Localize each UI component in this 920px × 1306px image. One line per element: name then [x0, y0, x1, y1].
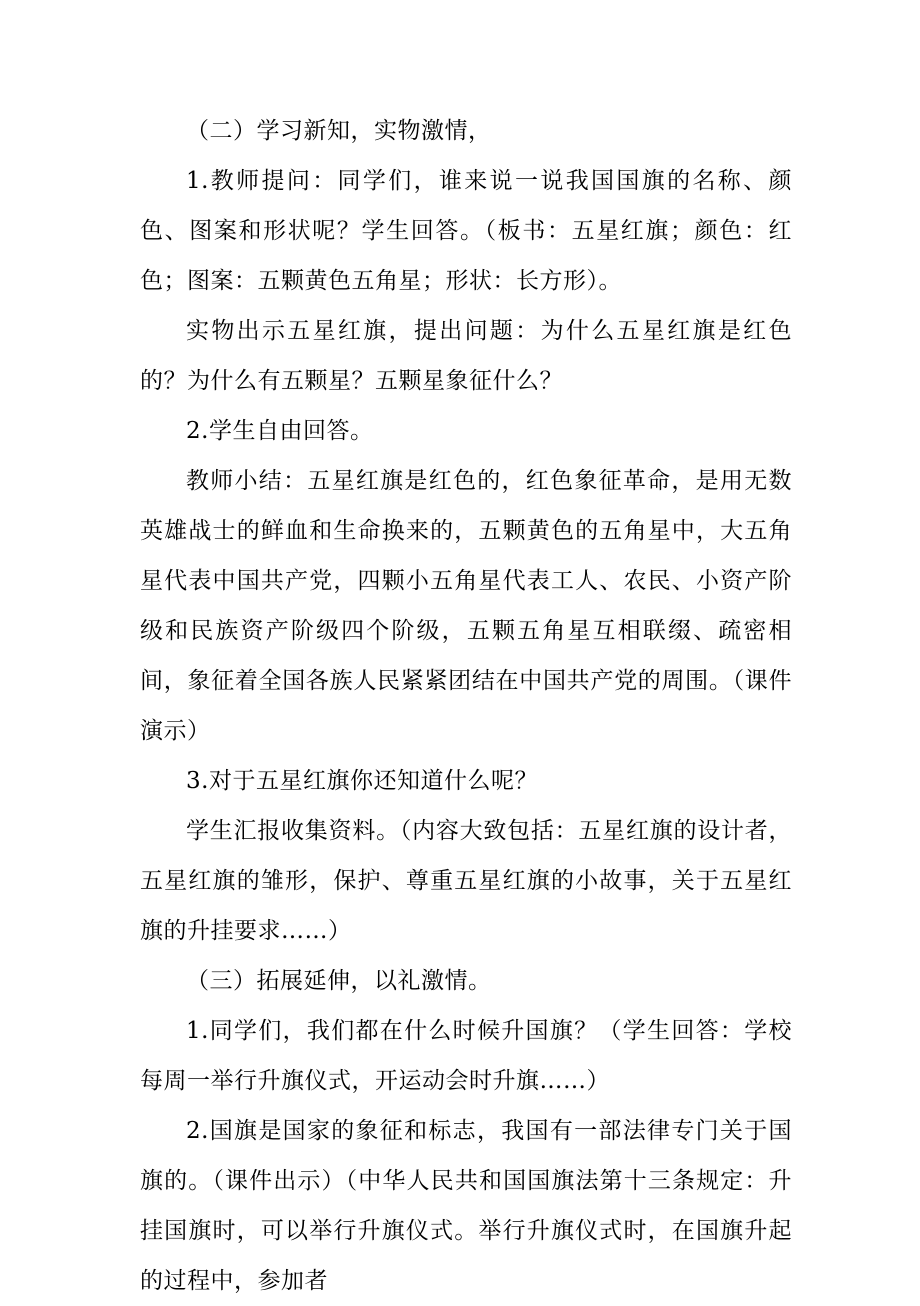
paragraph-teacher-summary: 教师小结：五星红旗是红色的，红色象征革命，是用无数英雄战士的鲜血和生命换来的，五颗黄色的五角星中，大五角星代表中国共产党，四颗小五角星代表工人、农民、小资产阶级和民族资产阶级四个阶级，五颗五角星互相联缀、疏密相间，象征着全国各族人民紧紧团结在中国共产党的周围。（课件演示） [140, 468, 792, 744]
section-heading-2: （二）学习新知，实物激情， [186, 118, 492, 144]
paragraph-student-answer: 2.学生自由回答。 [186, 418, 374, 444]
paragraph-flag-raising-time: 1.同学们，我们都在什么时候升国旗？（学生回答：学校每周一举行升旗仪式，开运动会时升旗……） [140, 1018, 792, 1094]
paragraph-show-flag: 实物出示五星红旗，提出问题：为什么五星红旗是红色的？为什么有五颗星？五颗星象征什么？ [140, 318, 792, 394]
section-heading-3: （三）拓展延伸，以礼激情。 [186, 968, 492, 994]
document-body [140, 106, 792, 1306]
paragraph-student-report: 学生汇报收集资料。（内容大致包括：五星红旗的设计者，五星红旗的雏形，保护、尊重五星红旗的小故事，关于五星红旗的升挂要求……） [140, 818, 792, 944]
paragraph-teacher-question: 1.教师提问：同学们，谁来说一说我国国旗的名称、颜色、图案和形状呢？学生回答。（板书：五星红旗；颜色：红色；图案：五颗黄色五角星；形状：长方形）。 [140, 168, 792, 294]
paragraph-what-else: 3.对于五星红旗你还知道什么呢？ [186, 768, 538, 794]
paragraph-flag-law: 2.国旗是国家的象征和标志，我国有一部法律专门关于国旗的。（课件出示）（中华人民共和国国旗法第十三条规定：升挂国旗时，可以举行升旗仪式。举行升旗仪式时，在国旗升起的过程中，参加者 [140, 1118, 792, 1294]
